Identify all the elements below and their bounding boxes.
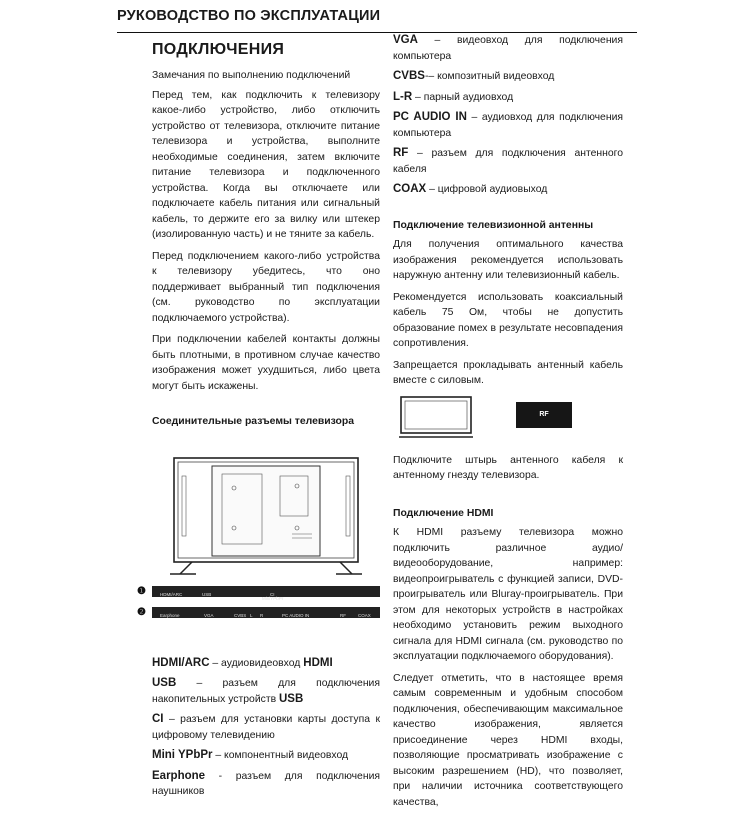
tv-back-panel-illustration <box>152 436 380 596</box>
def-ypbpr: Mini YPbPr – компонентный видеовход <box>152 749 349 761</box>
antenna-title: Подключение телевизионной антенны <box>393 219 594 231</box>
def-hdmi: HDMI/ARC – аудиовидеовход HDMI <box>152 656 333 669</box>
panel-label-cvbs: CVBS <box>234 612 247 618</box>
hdmi-title: Подключение HDMI <box>393 507 494 519</box>
panel-label-pcaudio: PC AUDIO IN <box>282 612 310 618</box>
notes-title: Замечания по выполнению подключений <box>152 70 351 81</box>
rf-connector-label: RF <box>516 402 572 428</box>
def-ci: CI – разъем для установки карты доступа к цифровому телевидению <box>152 713 380 741</box>
tv-rear-diagram <box>152 436 380 596</box>
antenna-paragraph-4: Подключите штырь антенного кабеля к антенному гнезду телевизора. <box>393 454 623 481</box>
panel-badge-1: ❶ <box>137 585 146 597</box>
header-title: РУКОВОДСТВО ПО ЭКСПЛУАТАЦИИ <box>117 8 381 24</box>
panel-badge-2: ❷ <box>137 606 146 618</box>
def-pcaudio: PC AUDIO IN – аудиовход для подключения компьютера <box>393 111 624 139</box>
antenna-paragraph-1: Для получения оптимального качества изображения рекомендуется использовать наружную антенну или телевизионный кабель. <box>393 239 623 281</box>
paragraph-2: Перед подключением какого-либо устройства к телевизору убедитесь, что оно поддерживает выбранный тип подключения (см. руководство по эксплуатации подключаемого устройства). <box>152 250 380 324</box>
panel-label-hdmi: HDMI/ARC <box>160 591 183 597</box>
def-rf: RF – разъем для подключения антенного кабеля <box>393 147 623 175</box>
connector-panel-bottom <box>137 606 380 618</box>
left-column <box>137 40 380 805</box>
panel-label-ci: CI <box>270 591 275 597</box>
connectors-title: Соединительные разъемы телевизора <box>152 416 355 427</box>
panel-label-l: L <box>250 612 253 618</box>
section-heading: ПОДКЛЮЧЕНИЯ <box>152 41 285 58</box>
panel-label-usb: USB <box>202 591 212 597</box>
def-coax: COAX – цифровой аудиовыход <box>393 183 548 195</box>
panel-label-rf: RF <box>340 612 346 618</box>
antenna-paragraph-3: Запрещается прокладывать антенный кабель вместе с силовым. <box>393 359 623 386</box>
hdmi-paragraph-1: К HDMI разъему телевизора можно подключить различное аудио/видеооборудование, например: видеопроигрыватель с функцией записи, DVD-проигрыватель или Bluray-проигрыватель. При этом для некоторых устройств в настройках необходимо установить режим выходного сигнала для HDMI сигнала (см. руководство по эксплуатации подключаемого оборудования). <box>393 527 623 662</box>
left-definitions <box>152 656 380 800</box>
panel-label-earphone: Earphone <box>160 612 180 618</box>
page-header <box>117 8 637 33</box>
antenna-paragraph-2: Рекомендуется использовать коаксиальный кабель 75 Ом, чтобы не допустить образование помех в результате несовпадения сопротивления. <box>393 291 623 349</box>
panel-label-coax: COAX <box>358 612 371 618</box>
panel-label-vga: VGA <box>204 612 214 618</box>
def-lr: L-R – парный аудиовход <box>393 90 514 103</box>
panel-label-r: R <box>260 612 264 618</box>
antenna-figure <box>393 395 623 445</box>
def-cvbs: CVBS-– композитный видеовход <box>393 70 555 82</box>
paragraph-3: При подключении кабелей контакты должны быть плотными, в противном случае качество изображения может ухудшиться, либо цвета могут быть искажены. <box>152 334 380 392</box>
connector-panel-top <box>137 585 380 601</box>
right-column <box>393 33 623 816</box>
panel-label-ypbpr: MiniYPbPr <box>262 595 284 601</box>
def-usb: USB – разъем для подключения накопительных устройств USB <box>152 677 380 705</box>
hdmi-paragraph-2: Следует отметить, что в настоящее время самым современным и удобным способом подключения, обеспечивающим максимальное качество изображения, является присоединение через HDMI входы, позволяющие просматривать изображение с высоким разрешением (HD), что позволяет, при наличии источника соответствующего качества, <box>393 672 623 808</box>
def-vga: VGA – видеовход для подключения компьютера <box>393 34 623 62</box>
def-earphone: Earphone - разъем для подключения наушников <box>152 769 380 797</box>
paragraph-1: Перед тем, как подключить к телевизору какое-либо устройство, либо отключить устройство от телевизора, отключите питание телевизора и устройства, выполните необходимые соединения, затем включите питание телевизора и подключенного устройства. Когда вы отключаете или подключаете кабель питания или сигнальный кабель, то держите его за вилку или штекер (изолированную часть) и не тяните за кабель. <box>152 89 380 240</box>
tv-icon <box>399 395 499 441</box>
